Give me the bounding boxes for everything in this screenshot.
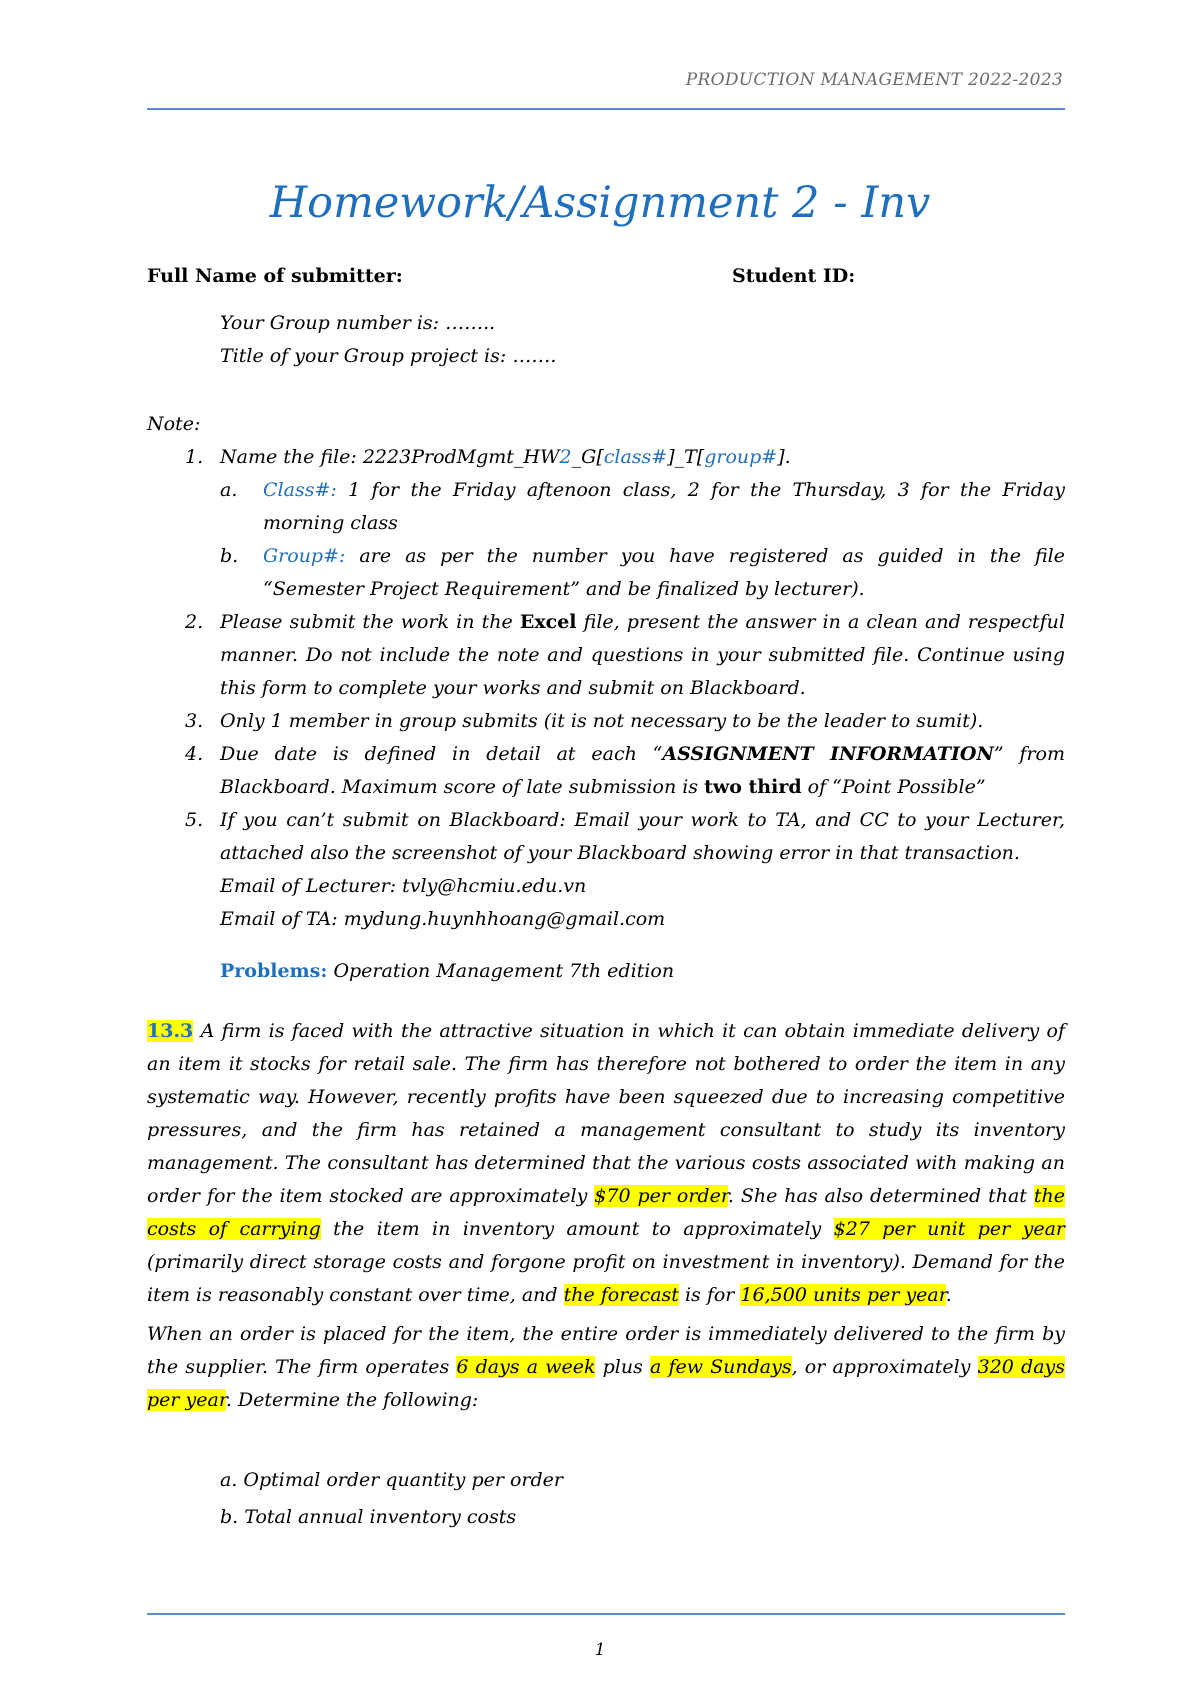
note-item-2: 2. Please submit the work in the Excel file, present the answer in a clean and respectful manner. Do not include the note and questions in your submitted file. Continue using this form to complete your works and submit on Blackboard. bbox=[147, 606, 1065, 705]
header-rule bbox=[147, 108, 1065, 110]
lecturer-email[interactable]: Email of Lecturer: tvly@hcmiu.edu.vn bbox=[220, 875, 587, 897]
document-title: Homework/Assignment 2 - Inv bbox=[269, 178, 931, 228]
problem-paragraph-1: 13.3 A firm is faced with the attractive situation in which it can obtain immediate delivery of an item it stocks for retail sale. The firm has therefore not bothered to order the item in any systematic way. However, recently profits have been squeezed due to increasing competitive pressures, and the firm has retained a management consultant to study its inventory management. The consultant has determined that the various costs associated with making an order for the item stocked are approximately $70 per order. She has also determined that the costs of carrying the item in inventory amount to approximately $27 per unit per year (primarily direct storage costs and forgone profit on investment in inventory). Demand for the item is reasonably constant over time, and the forecast is for 16,500 units per year. bbox=[147, 1020, 1065, 1306]
note-item-3: 3. Only 1 member in group submits (it is not necessary to be the leader to sumit). bbox=[147, 705, 1065, 738]
list-letter: b. bbox=[220, 545, 239, 567]
footer-rule bbox=[147, 1613, 1065, 1615]
list-number: 1. bbox=[185, 446, 204, 468]
problems-label: Problems: bbox=[220, 960, 328, 982]
note-item-1: 1. Name the file: 2223ProdMgmt_HW2_G[class#]_T[group#]. bbox=[147, 441, 1065, 474]
note-list bbox=[147, 441, 1065, 936]
full-name-label: Full Name of submitter: bbox=[147, 265, 403, 287]
list-number: 4. bbox=[185, 743, 204, 765]
ta-email[interactable]: Email of TA: mydung.huynhhoang@gmail.com bbox=[220, 908, 666, 930]
list-number: 2. bbox=[185, 611, 204, 633]
problem-13-3 bbox=[147, 1015, 1065, 1417]
group-label: Group#: bbox=[263, 545, 346, 567]
group-info bbox=[220, 307, 556, 373]
group-title-line: Title of your Group project is: ……. bbox=[220, 345, 557, 367]
question-b: b. Total annual inventory costs bbox=[220, 1506, 517, 1528]
running-header: PRODUCTION MANAGEMENT 2022-2023 bbox=[685, 70, 1063, 90]
list-number: 5. bbox=[185, 809, 204, 831]
group-number-line: Your Group number is: …….. bbox=[220, 312, 496, 334]
student-id-label: Student ID: bbox=[732, 265, 856, 287]
note-item-1b: b. Group#: are as per the number you have registered as guided in the file “Semester Project Requirement” and be finalized by lecturer). bbox=[147, 540, 1065, 606]
problems-source: Operation Management 7th edition bbox=[333, 960, 675, 982]
list-letter: a. bbox=[220, 479, 238, 501]
problem-number: 13.3 bbox=[147, 1020, 194, 1042]
problem-questions bbox=[220, 1462, 563, 1536]
problem-paragraph-2: When an order is placed for the item, the entire order is immediately delivered to the firm by the supplier. The firm operates 6 days a week plus a few Sundays, or approximately 320 days per year. Determine the following: bbox=[147, 1323, 1066, 1411]
note-item-1a: a. Class#: 1 for the Friday aftenoon class, 2 for the Thursday, 3 for the Friday morning class bbox=[147, 474, 1065, 540]
list-number: 3. bbox=[185, 710, 204, 732]
note-item-5: 5. If you can’t submit on Blackboard: Email your work to TA, and CC to your Lecturer, attached also the screenshot of your Blackboard showing error in that transaction. Email of Lecturer: tvly@hcmiu.edu.vn Email of TA: mydung.huynhhoang@gmail.com bbox=[147, 804, 1065, 936]
question-a: a. Optimal order quantity per order bbox=[220, 1469, 563, 1491]
class-label: Class#: bbox=[263, 479, 337, 501]
problems-heading bbox=[220, 960, 674, 982]
page-number: 1 bbox=[594, 1640, 606, 1660]
note-item-4: 4. Due date is defined in detail at each “ASSIGNMENT INFORMATION” from Blackboard. Maximum score of late submission is two third of “Point Possible” bbox=[147, 738, 1065, 804]
submitter-row bbox=[147, 265, 856, 287]
note-label: Note: bbox=[147, 413, 201, 435]
